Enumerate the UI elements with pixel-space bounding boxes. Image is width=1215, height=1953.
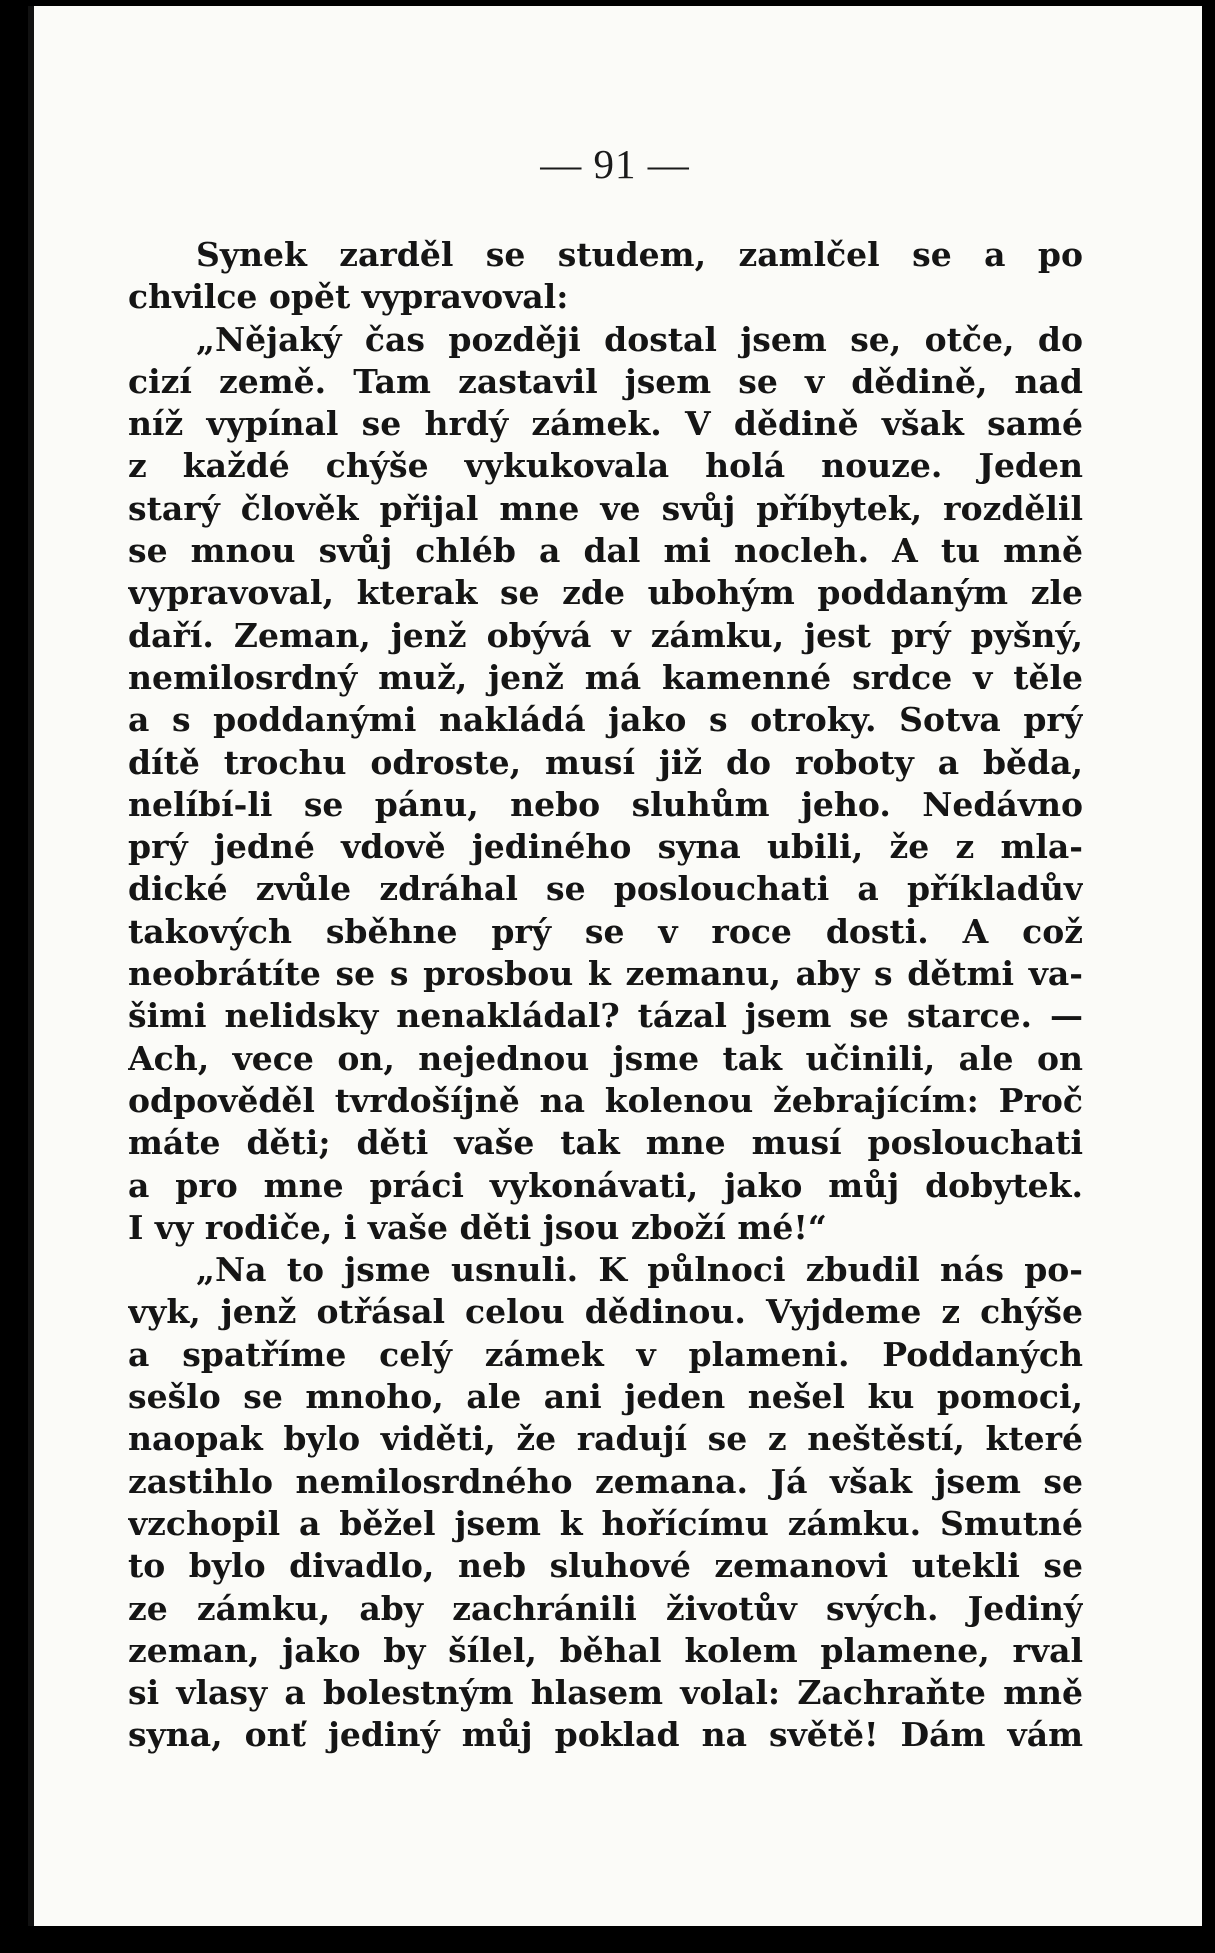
text-line: neobrátíte se s prosbou k zemanu, aby s dětmi va- xyxy=(128,954,1083,994)
text-line: vzchopil a běžel jsem k hořícímu zámku. Smutné xyxy=(128,1503,1083,1543)
text-line: „Nějaký čas později dostal jsem se, otče, do xyxy=(196,319,1083,359)
page-spine-edge xyxy=(28,6,34,1926)
text-line: takových sběhne prý se v roce dosti. A což xyxy=(128,911,1083,951)
text-line: nemilosrdný muž, jenž má kamenné srdce v těle xyxy=(128,657,1083,697)
text-line: zeman, jako by šílel, běhal kolem plamene, rval xyxy=(128,1630,1083,1670)
text-line: zastihlo nemilosrdného zemana. Já však jsem se xyxy=(128,1461,1083,1501)
text-line: z každé chýše vykukovala holá nouze. Jeden xyxy=(128,446,1083,486)
text-line: níž vypínal se hrdý zámek. V dědině však samé xyxy=(128,404,1083,444)
text-line: nelíbí-li se pánu, nebo sluhům jeho. Nedávno xyxy=(128,784,1083,824)
text-line: „Na to jsme usnuli. K půlnoci zbudil nás po- xyxy=(196,1250,1083,1290)
text-line: a pro mne práci vykonávati, jako můj dobytek. xyxy=(128,1165,1083,1205)
text-line: a spatříme celý zámek v plameni. Poddaných xyxy=(128,1334,1083,1374)
text-line: máte děti; děti vaše tak mne musí poslouchati xyxy=(128,1123,1083,1163)
text-line: se mnou svůj chléb a dal mi nocleh. A tu mně xyxy=(128,531,1083,571)
text-line: syna, onť jediný můj poklad na světě! Dám vám xyxy=(128,1715,1083,1755)
text-line: dítě trochu odroste, musí již do roboty a běda, xyxy=(128,742,1083,782)
text-line: dické zvůle zdráhal se poslouchati a příkladův xyxy=(128,869,1083,909)
text-line: prý jedné vdově jediného syna ubili, že z mla- xyxy=(128,827,1083,867)
text-line: vypravoval, kterak se zde ubohým poddaným zle xyxy=(128,573,1083,613)
text-line: si vlasy a bolestným hlasem volal: Zachraňte mně xyxy=(128,1673,1083,1713)
text-line: to bylo divadlo, neb sluhové zemanovi utekli se xyxy=(128,1546,1083,1586)
text-line: odpověděl tvrdošíjně na kolenou žebrajícím: Proč xyxy=(128,1080,1083,1120)
body-text xyxy=(128,234,1083,1757)
text-line: šimi nelidsky nenakládal? tázal jsem se starce. — xyxy=(128,996,1083,1036)
text-line: daří. Zeman, jenž obývá v zámku, jest prý pyšný, xyxy=(128,615,1083,655)
text-line: naopak bylo viděti, že radují se z neštěstí, které xyxy=(128,1419,1083,1459)
text-line: chvilce opět vypravoval: xyxy=(128,277,569,317)
book-page xyxy=(28,6,1202,1926)
text-line: ze zámku, aby zachránili životův svých. Jediný xyxy=(128,1588,1083,1628)
text-line: vyk, jenž otřásal celou dědinou. Vyjdeme z chýše xyxy=(128,1292,1083,1332)
page-number: — 91 — xyxy=(540,141,690,187)
text-line: sešlo se mnoho, ale ani jeden nešel ku pomoci, xyxy=(128,1377,1083,1417)
text-line: Ach, vece on, nejednou jsme tak učinili, ale on xyxy=(128,1038,1083,1078)
text-line: Synek zarděl se studem, zamlčel se a po xyxy=(196,235,1083,274)
text-line: a s poddanými nakládá jako s otroky. Sotva prý xyxy=(128,700,1083,740)
text-line: cizí země. Tam zastavil jsem se v dědině, nad xyxy=(128,361,1083,401)
text-line: I vy rodiče, i vaše děti jsou zboží mé!“ xyxy=(128,1207,827,1247)
text-line: starý člověk přijal mne ve svůj příbytek, rozdělil xyxy=(128,488,1083,528)
